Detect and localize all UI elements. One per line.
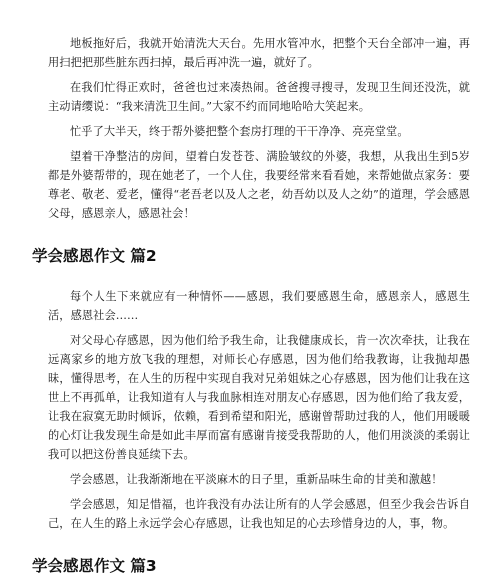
essay-section-1 [48, 34, 470, 223]
paragraph: 在我们忙得正欢时，爸爸也过来凑热闹。爸爸搜寻搜寻，发现卫生间还没洗，就主动请缨说：“我来清洗卫生间。”大家不约而同地哈哈大笑起来。 [48, 81, 470, 113]
paragraph: 对父母心存感恩，因为他们给予我生命，让我健康成长，肯一次次牵扶，让我在远离家乡的地方放飞我的理想，对师长心存感恩，因为他们给我教诲，让我抛却愚昧，懂得思考，在人生的历程中实现自我对兄弟姐妹之心存感恩，因为他们让我在这世上不再孤单，让我知道有人与我血脉相连对朋友心存感恩，因为他们给了我友爱，让我在寂寞无助时倾诉，依赖，看到希望和阳光，感谢曾帮助过我的人，他们用暖暖的心灯让我发现生命是如此丰厚而富有感谢肯接受我帮助的人，他们用淡淡的柔弱让我可以把这份善良延续下去。 [48, 334, 470, 461]
essay-section-2 [32, 245, 470, 533]
paragraph: 学会感恩，知足惜福，也许我没有办法让所有的人学会感恩，但至少我会告诉自己，在人生的路上永远学会心存感恩，让我也知足的心去珍惜身边的人，事，物。 [48, 498, 470, 530]
paragraph: 望着干净整洁的房间，望着白发苍苍、满脸皱纹的外婆，我想，从我出生到5岁都是外婆帮带的，现在她老了，一个人住，我要经常来看看她，来帮她做点家务：要尊老、敬老、爱老，懂得“老吾老以及人之老，幼吾幼以及人之幼”的道理，学会感恩父母，感恩亲人，感恩社会！ [48, 150, 470, 220]
paragraph: 忙乎了大半天，终于帮外婆把整个套房打理的干干净净、亮亮堂堂。 [70, 125, 409, 138]
section-heading: 学会感恩作文 篇2 [32, 247, 157, 265]
paragraph: 每个人生下来就应有一种情怀——感恩，我们要感恩生命，感恩亲人，感恩生活，感恩社会…… [48, 290, 470, 322]
essay-section-3 [32, 555, 470, 577]
section-heading: 学会感恩作文 篇3 [32, 557, 157, 575]
paragraph: 学会感恩，让我渐渐地在平淡麻木的日子里，重新品味生命的甘美和激越！ [70, 473, 443, 486]
paragraph: 地板拖好后，我就开始清洗大天台。先用水管冲水，把整个天台全部冲一遍，再用扫把把那些脏东西扫掉，最后再冲洗一遍，就好了。 [48, 37, 470, 69]
